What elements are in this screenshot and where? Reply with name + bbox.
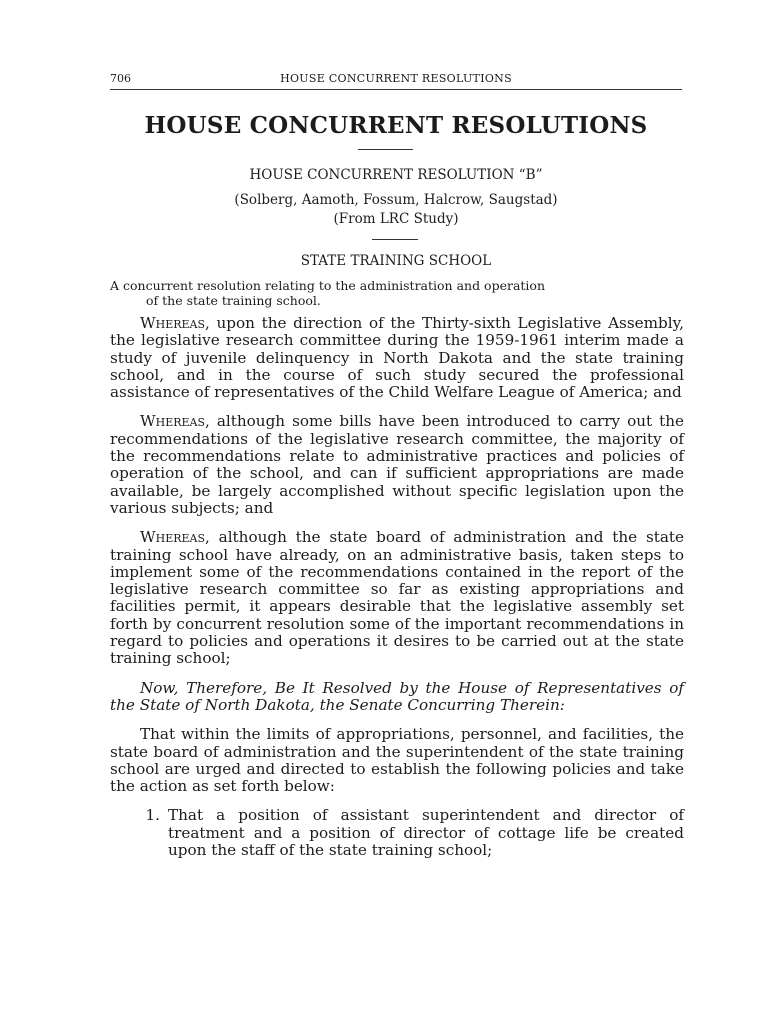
title-divider [358,149,413,150]
directive-paragraph: That within the limits of appropriations, personnel, and facilities, the state board of administration and the superintendent of the state training school are urged and directed to establish the following policies and take the action as set forth below: [110,725,684,796]
whereas-lead: Whereas, [140,314,210,332]
resolution-source: (From LRC Study) [333,211,459,227]
resolved-clause: Now, Therefore, Be It Resolved by the House of Representatives of the State of North Dakota, the Senate Concurring Therein: [110,678,684,714]
description-line-1: A concurrent resolution relating to the administration and operation [110,278,546,293]
section-title: HOUSE CONCURRENT RESOLUTIONS [144,112,648,139]
resolution-sponsors: (Solberg, Aamoth, Fossum, Halcrow, Saugstad) [234,192,558,208]
source-divider [372,239,418,240]
list-item-number: 1. [145,806,160,825]
paragraph-text: although some bills have been introduced to carry out the recommendations of the legislative research committee, the majority of the recommendations relate to administrative practices and policies of operation of the school, and can if sufficient appropriations are made available, be largely accomplished without specific legislation upon the various subjects; and [110,412,684,517]
resolution-name: HOUSE CONCURRENT RESOLUTION “B” [249,167,543,183]
paragraph-text: upon the direction of the Thirty-sixth Legislative Assembly, the legislative research committee during the 1959-1961 interim made a study of juvenile delinquency in North Dakota and the state training school, and in the course of such study secured the professional assistance of representatives of the Child Welfare League of America; and [110,314,684,402]
resolution-body [110,315,684,859]
resolution-subject: STATE TRAINING SCHOOL [300,253,492,269]
whereas-lead: Whereas, [140,528,210,547]
running-title: HOUSE CONCURRENT RESOLUTIONS [280,72,512,85]
paragraph-text: although the state board of administration and the state training school have already, on an administrative basis, taken steps to implement some of the recommendations contained in the report of the legislative research committee so far as existing appropriations and facilities permit, it appears desirable that the legislative assembly set forth by concurrent resolution some of the important recommendations in regard to policies and operations it desires to be carried out at the state training school; [110,528,684,668]
whereas-paragraph-2 [110,413,684,517]
page-number: 706 [110,72,131,85]
whereas-paragraph-1 [110,315,684,401]
description-line-2: of the state training school. [146,293,321,308]
whereas-lead: Whereas, [140,412,210,431]
running-header [110,72,682,88]
resolution-description [110,278,682,308]
list-item [110,807,684,859]
list-item-text: That a position of assistant superintendent and director of treatment and a position of director of cottage life be created upon the staff of the state training school; [168,806,684,860]
header-rule [110,89,682,90]
whereas-paragraph-3 [110,529,684,667]
